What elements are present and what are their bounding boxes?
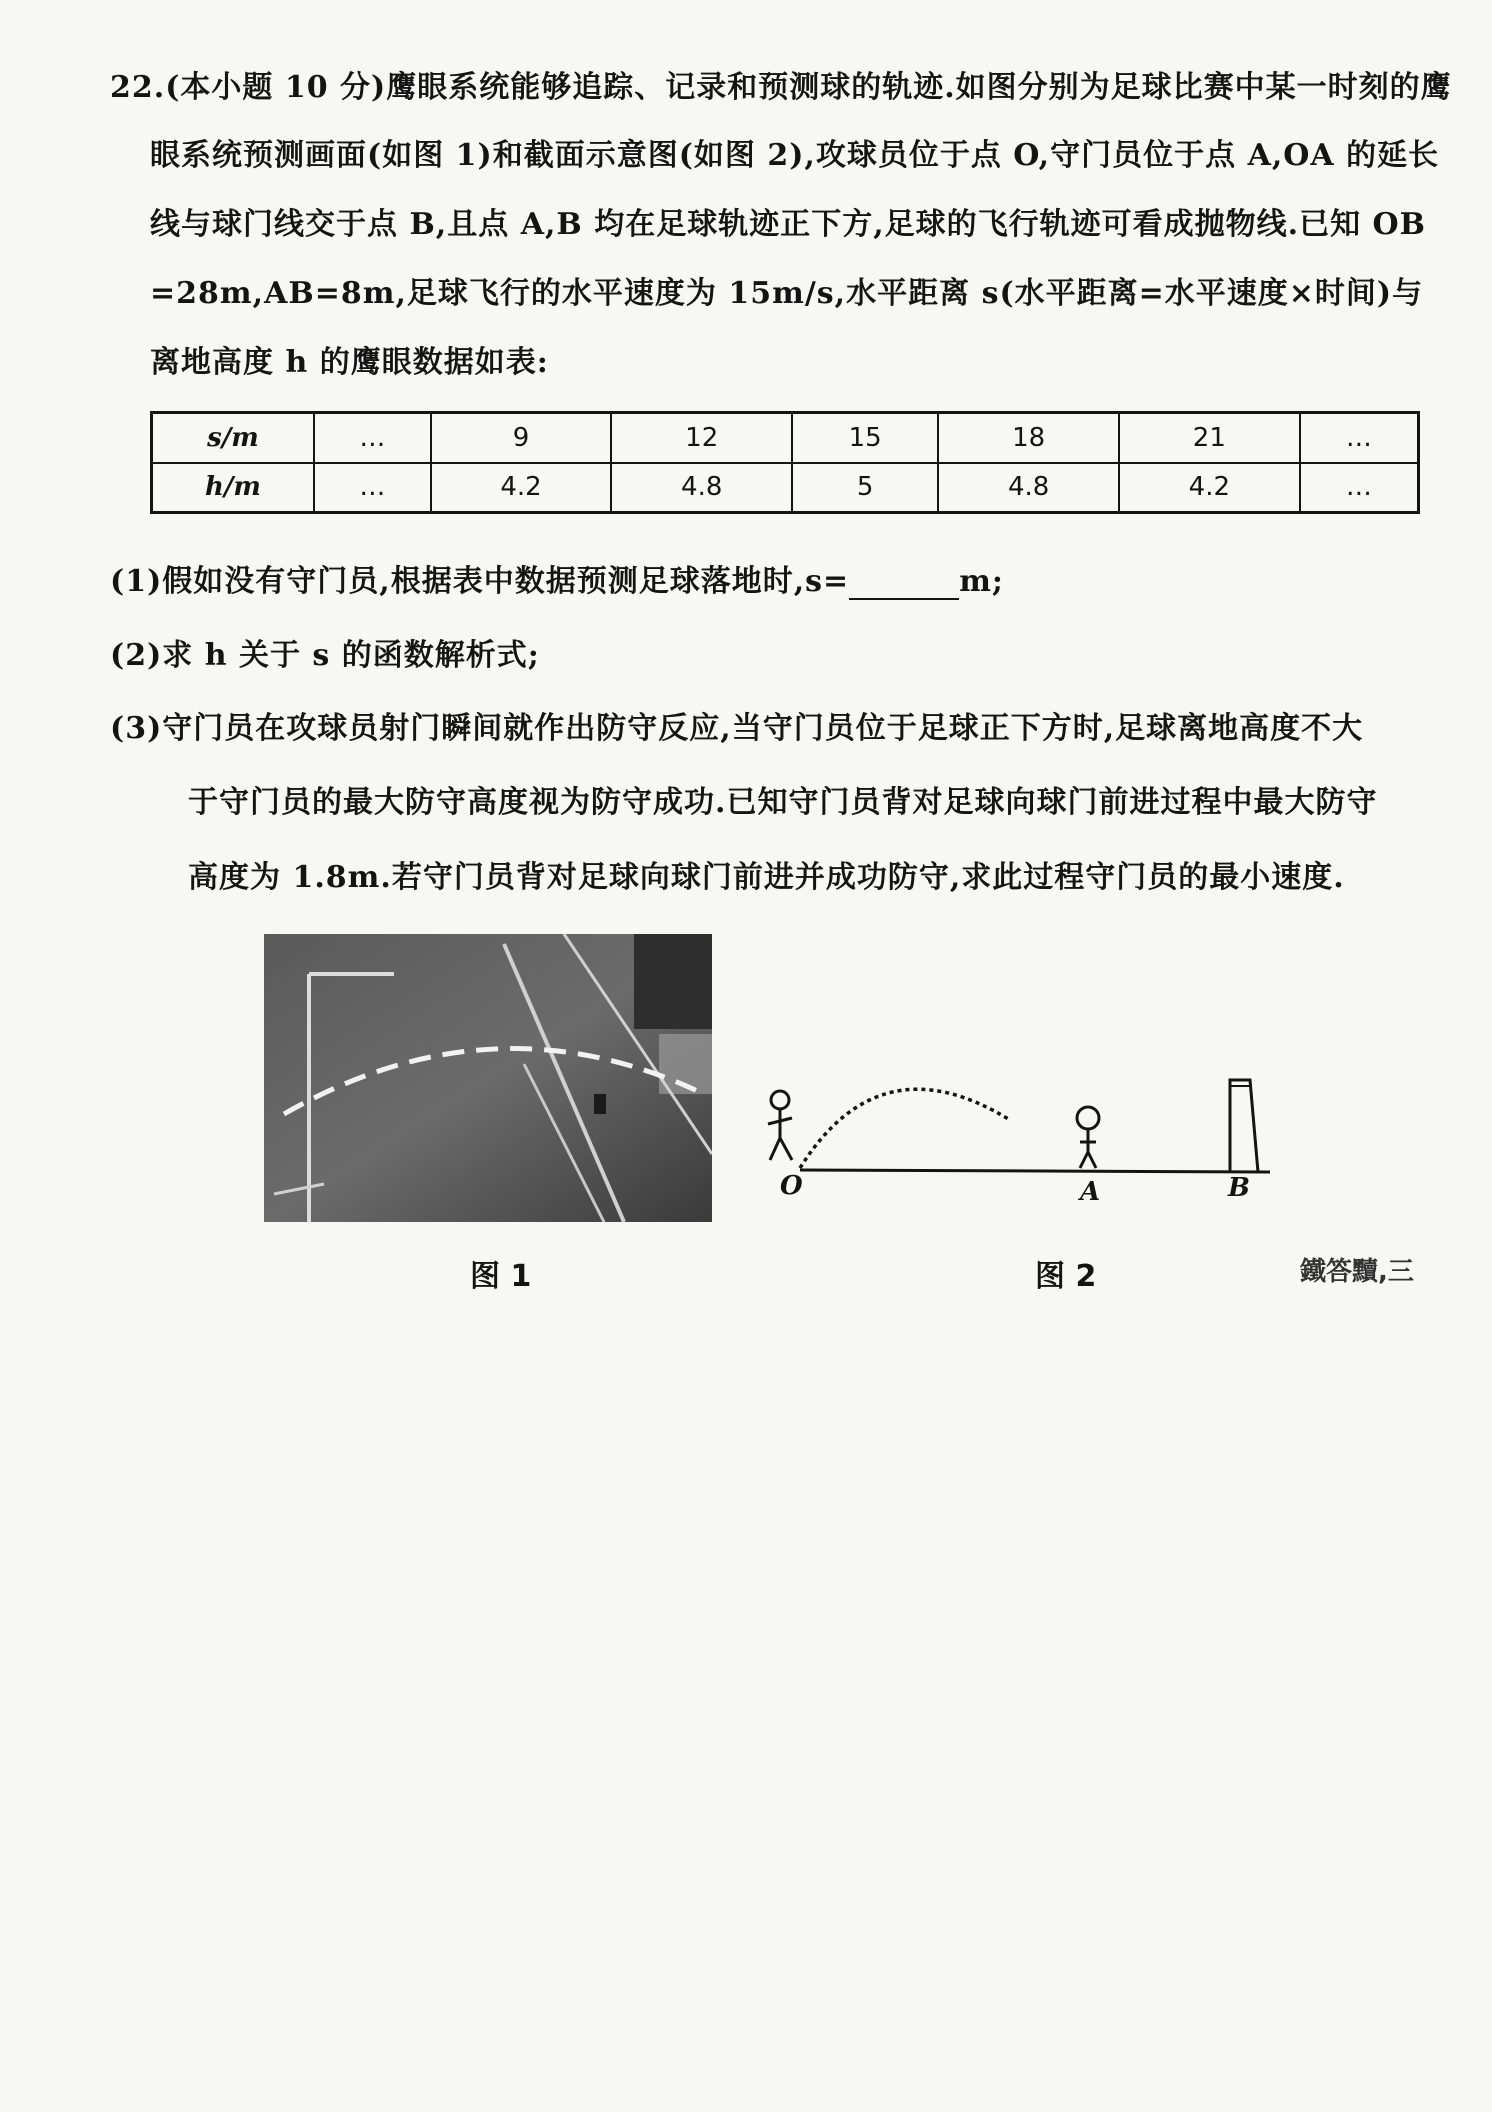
problem-line-1: 22.(本小题 10 分)鹰眼系统能够追踪、记录和预测球的轨迹.如图分别为足球比赛中某一时刻的鹰 — [110, 70, 1452, 105]
table-cell: 12 — [611, 413, 792, 463]
table-cell: 15 — [792, 413, 938, 463]
table-cell: 4.2 — [431, 463, 612, 513]
question-1-text: (1)假如没有守门员,根据表中数据预测足球落地时,s= — [110, 564, 850, 599]
ball-trajectory — [800, 1089, 1010, 1168]
table-cell: … — [1300, 463, 1419, 513]
corner-mark: 鐵答黷,三 — [1300, 1257, 1414, 1287]
table-cell: 9 — [431, 413, 612, 463]
attacker-figure — [768, 1091, 792, 1160]
goalkeeper-figure — [1077, 1107, 1099, 1168]
point-a-label: A — [1080, 1177, 1101, 1207]
question-3-line-2: 于守门员的最大防守高度视为防守成功.已知守门员背对足球向球门前进过程中最大防守 — [188, 785, 1378, 820]
table-cell: 4.8 — [938, 463, 1119, 513]
ground-line — [800, 1170, 1270, 1172]
point-b-label: B — [1228, 1173, 1250, 1203]
question-3-line-1: (3)守门员在攻球员射门瞬间就作出防守反应,当守门员位于足球正下方时,足球离地高度不大 — [110, 711, 1364, 746]
problem-line-4: =28m,AB=8m,足球飞行的水平速度为 15m/s,水平距离 s(水平距离=水平速度×时间)与 — [150, 276, 1424, 311]
player-figure — [594, 1094, 606, 1114]
answer-blank — [849, 572, 959, 600]
figure-2-diagram — [760, 1050, 1280, 1210]
question-1-unit: m; — [959, 564, 1005, 599]
figure-1-photo — [264, 934, 712, 1222]
stands-shadow — [634, 934, 712, 1029]
question-3-line-3: 高度为 1.8m.若守门员背对足球向球门前进并成功防守,求此过程守门员的最小速度. — [188, 860, 1345, 895]
table-row-h — [152, 463, 1419, 513]
figure-1-caption: 图 1 — [470, 1259, 532, 1294]
data-table — [150, 411, 1420, 514]
table-header-s: s/m — [152, 413, 315, 463]
table-cell: 21 — [1119, 413, 1300, 463]
question-1 — [110, 556, 1390, 600]
problem-line-5: 离地高度 h 的鹰眼数据如表: — [150, 345, 549, 380]
table-cell: … — [314, 413, 431, 463]
table-cell: 4.2 — [1119, 463, 1300, 513]
problem-line-2: 眼系统预测画面(如图 1)和截面示意图(如图 2),攻球员位于点 O,守门员位于点 A,OA 的延长 — [150, 138, 1440, 173]
problem-line-3: 线与球门线交于点 B,且点 A,B 均在足球轨迹正下方,足球的飞行轨迹可看成抛物线.已知 OB — [150, 207, 1427, 242]
point-o-label: O — [780, 1171, 803, 1201]
figure-2-caption: 图 2 — [1035, 1259, 1097, 1294]
table-header-h: h/m — [152, 463, 315, 513]
goal-post — [1230, 1080, 1258, 1172]
table-cell: 5 — [792, 463, 938, 513]
table-cell: … — [1300, 413, 1419, 463]
table-cell: 4.8 — [611, 463, 792, 513]
question-2: (2)求 h 关于 s 的函数解析式; — [110, 638, 540, 673]
table-row-s — [152, 413, 1419, 463]
table-cell: 18 — [938, 413, 1119, 463]
table-cell: … — [314, 463, 431, 513]
